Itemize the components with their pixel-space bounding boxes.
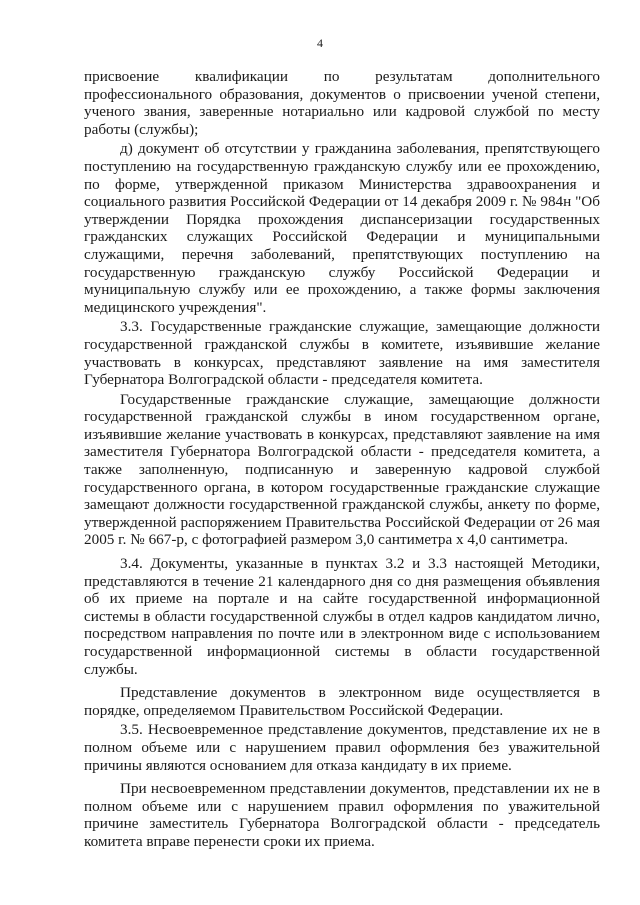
- paragraph-electronic-submission: Представление документов в электронном виде осуществляется в порядке, определяемом Правительством Российской Федерации.: [84, 684, 600, 719]
- paragraph-other-agency-servants: Государственные гражданские служащие, замещающие должности государственной гражданской службы в ином государственном органе, изъявившие желание участвовать в конкурсах, представляют заявление на имя заместителя Губернатора Волгоградской области - председателя комитета, а также заполненную, подписанную и заверенную кадровой службой государственного органа, в котором государственные гражданские служащие замещают должности государственной гражданской службы, анкету по форме, утвержденной распоряжением Правительства Российской Федерации от 26 мая 2005 г. № 667-р, с фотографией размером 3,0 сантиметра х 4,0 сантиметра.: [84, 390, 600, 549]
- paragraph-3-3: 3.3. Государственные гражданские служащие, замещающие должности государственной гражданской службы в комитете, изъявившие желание участвовать в конкурсах, представляют заявление на имя заместителя Губернатора Волгоградской области - председателя комитета.: [84, 318, 600, 389]
- document-body: [84, 68, 600, 853]
- paragraph-item-d-medical: д) документ об отсутствии у гражданина заболевания, препятствующего поступлению на государственную гражданскую службу или ее прохождению, по форме, утвержденной приказом Министерства здравоохранения и социального развития Российской Федерации от 14 декабря 2009 г. № 984н "Об утверждении Порядка прохождения диспансеризации государственных гражданских служащих Российской Федерации и муниципальными служащими, перечня заболеваний, препятствующих поступлению на государственную гражданскую службу Российской Федерации и муниципальную службу или ее прохождению, а также формы заключения медицинского учреждения".: [84, 140, 600, 316]
- paragraph-3-4: 3.4. Документы, указанные в пунктах 3.2 и 3.3 настоящей Методики, представляются в течение 21 календарного дня со дня размещения объявления об их приеме на портале и на сайте государственной информационной системы в области государственной службы в отдел кадров кандидатом лично, посредством направления по почте или в электронном виде с использованием государственной информационной системы в области государственной службы.: [84, 555, 600, 678]
- paragraph-qualification-docs: присвоение квалификации по результатам дополнительного профессионального образования, документов о присвоении ученой степени, ученого звания, заверенные нотариально или кадровой службой по месту работы (службы);: [84, 68, 600, 138]
- paragraph-3-5: 3.5. Несвоевременное представление документов, представление их не в полном объеме или с нарушением правил оформления без уважительной причины являются основанием для отказа кандидату в их приеме.: [84, 721, 600, 774]
- page-number: 4: [317, 36, 323, 50]
- paragraph-deadline-extension: При несвоевременном представлении документов, представлении их не в полном объеме или с нарушением правил оформления по уважительной причине заместитель Губернатора Волгоградской области - председатель комитета вправе перенести сроки их приема.: [84, 780, 600, 850]
